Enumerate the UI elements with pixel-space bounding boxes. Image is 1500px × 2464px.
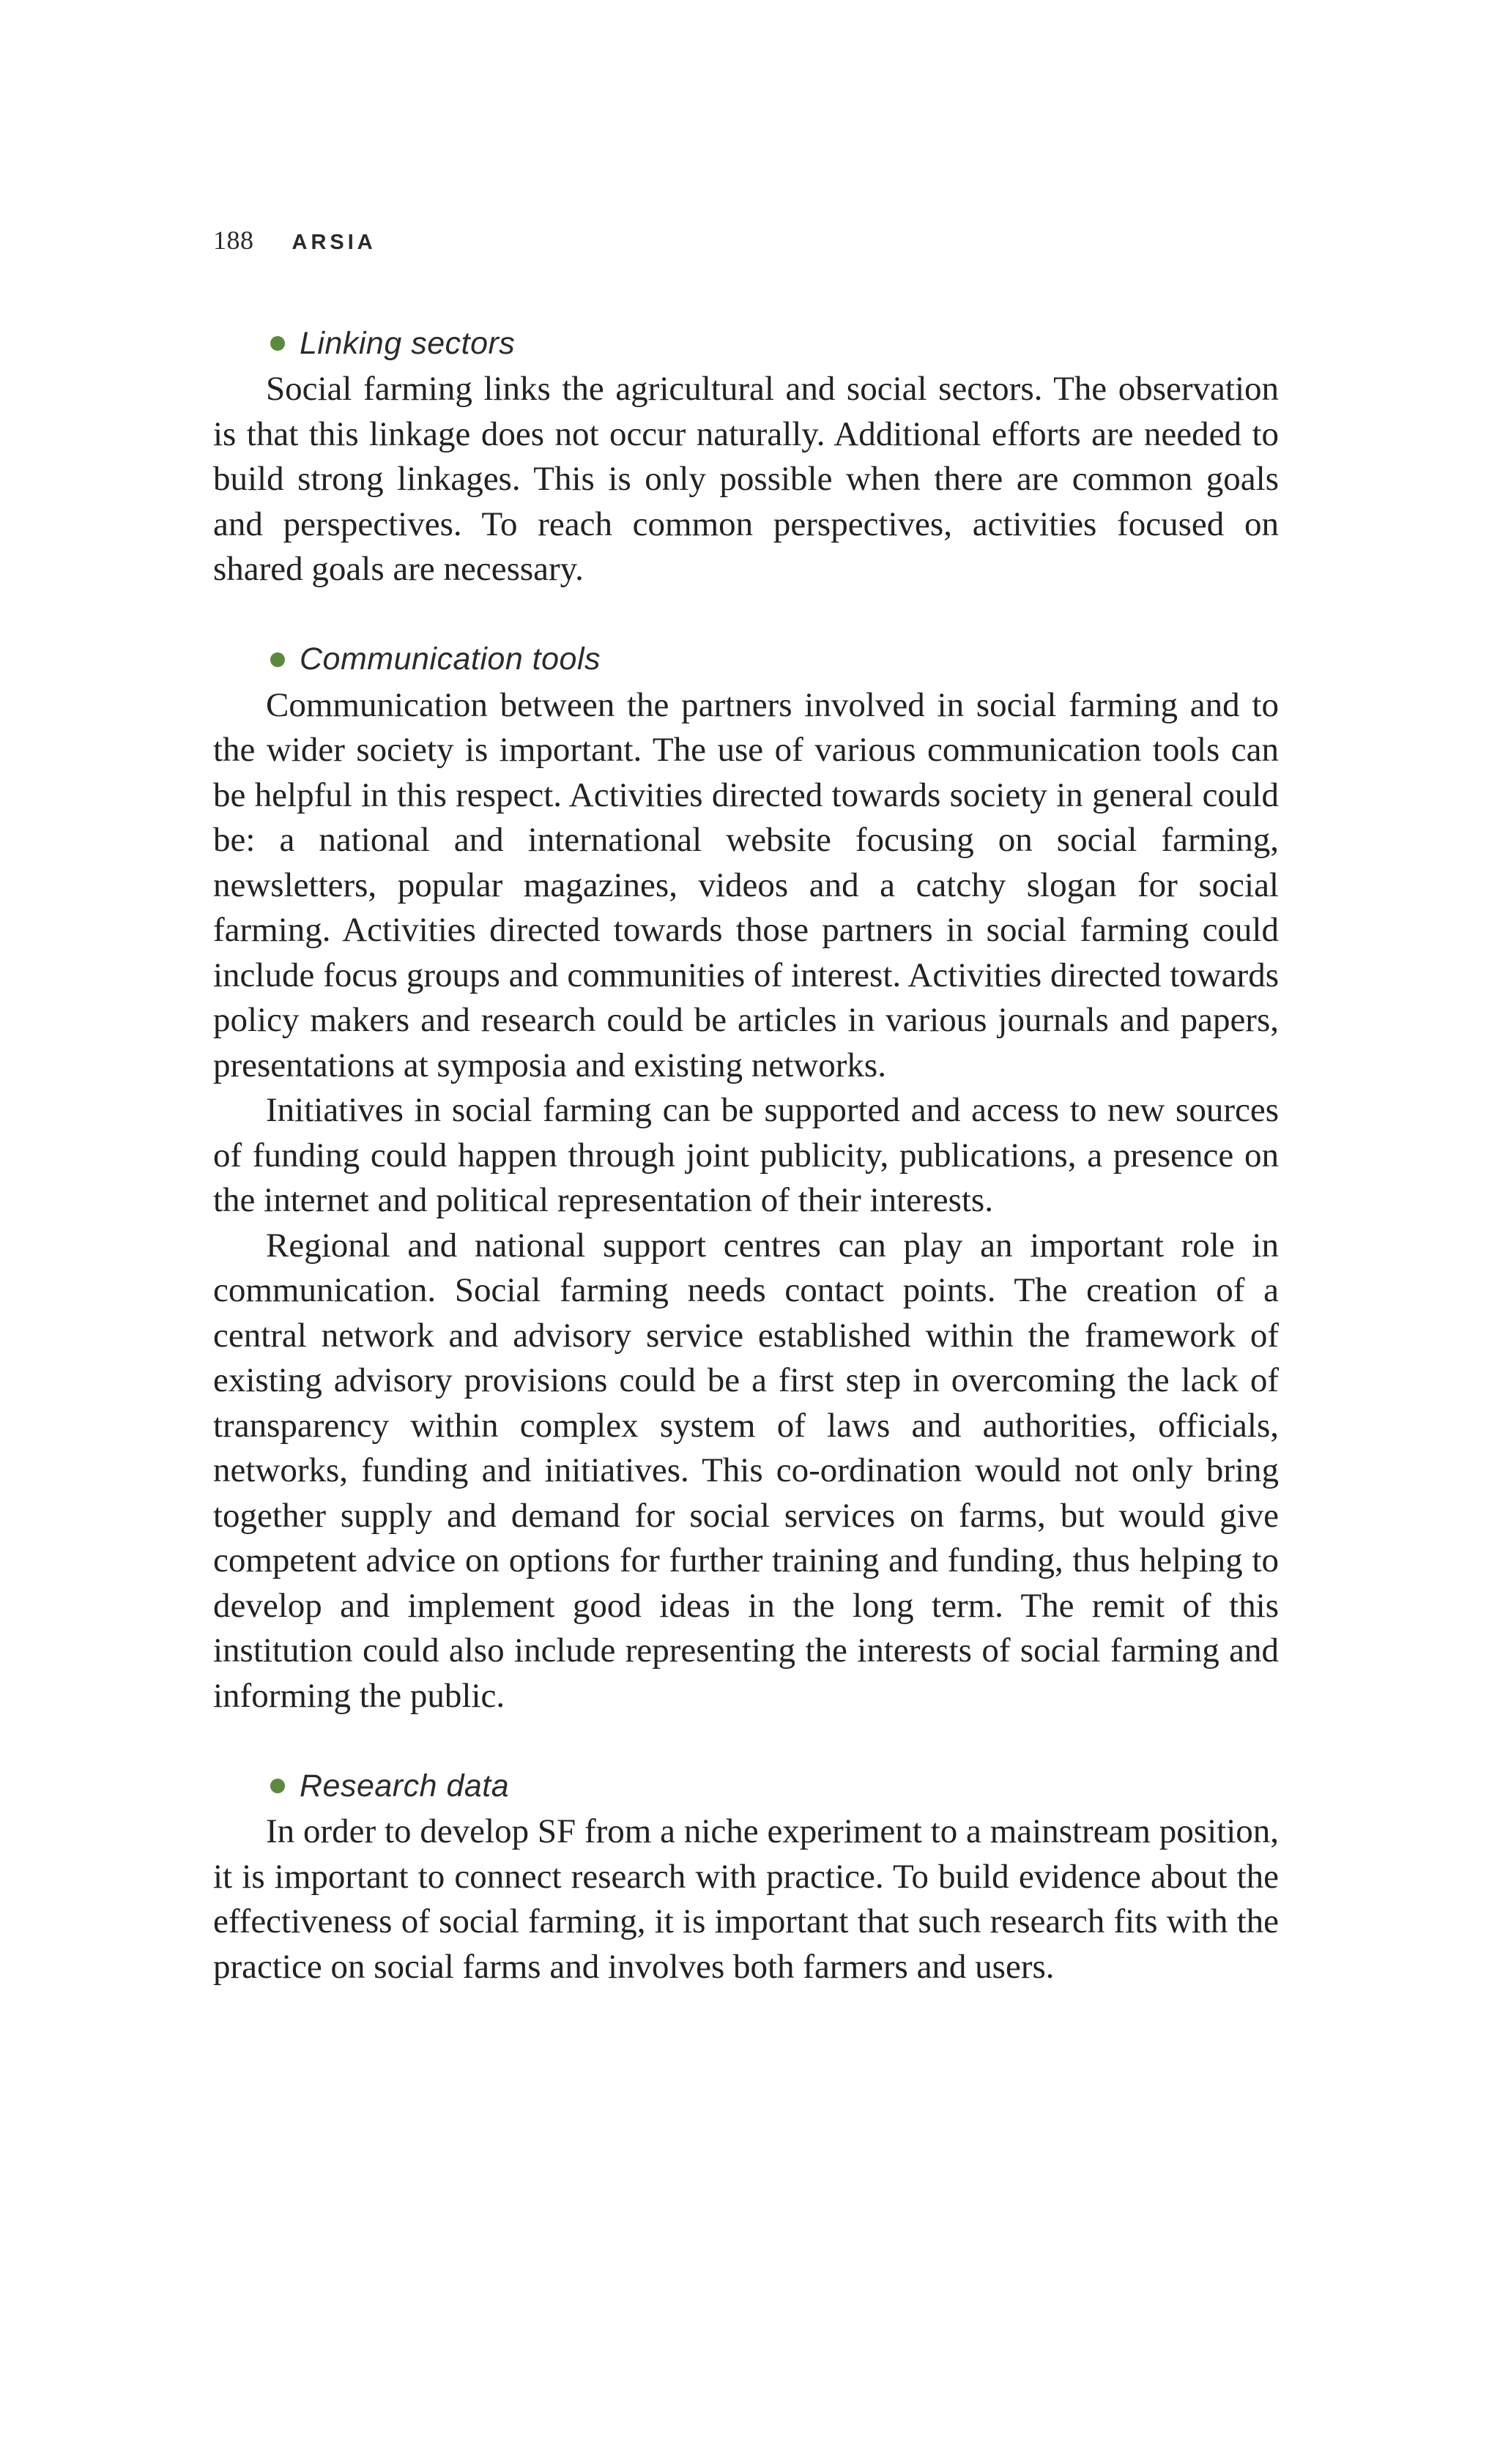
paragraph: Social farming links the agricultural and social sectors. The observation is that this linkage does not occur naturally. Additional efforts are needed to build strong linkages. This is only possible when there are common goals and perspectives. To reach common perspectives, activities focused on shared goals are necessary.: [213, 370, 1279, 588]
section-communication-tools: [213, 636, 1279, 1719]
bullet-icon: [270, 652, 285, 667]
paragraph: In order to develop SF from a niche experiment to a mainstream position, it is important to connect research with practice. To build evidence about the effectiveness of social farming, it is important that such research fits with the practice on social farms and involves both farmers and users.: [213, 1812, 1279, 1986]
section-heading: [270, 320, 1279, 367]
running-head: [213, 225, 376, 256]
section-heading-text: Linking sectors: [300, 325, 516, 361]
section-heading: [270, 636, 1279, 683]
paragraph: Initiatives in social farming can be supported and access to new sources of funding could happen through joint publicity, publications, a presence on the internet and political representation of their interests.: [213, 1091, 1279, 1219]
paragraph: Regional and national support centres can play an important role in communication. Social farming needs contact points. The creation of a central network and advisory service established within the framework of existing advisory provisions could be a first step in overcoming the lack of transparency within complex system of laws and authorities, officials, networks, funding and initiatives. This co-ordination would not only bring together supply and demand for social services on farms, but would give competent advice on options for further training and funding, thus helping to develop and implement good ideas in the long term. The remit of this institution could also include representing the interests of social farming and informing the public.: [213, 1226, 1279, 1715]
section-heading: [270, 1763, 1279, 1809]
section-research-data: [213, 1763, 1279, 1990]
bullet-icon: [270, 336, 285, 351]
page-number: 188: [213, 226, 254, 255]
paragraph: Communication between the partners involved in social farming and to the wider society is important. The use of various communication tools can be helpful in this respect. Activities directed towards society in general could be: a national and international website focusing on social farming, newsletters, popular magazines, videos and a catchy slogan for social farming. Activities directed towards those partners in social farming could include focus groups and communities of interest. Activities directed towards policy makers and research could be articles in various journals and papers, presentations at symposia and existing networks.: [213, 685, 1279, 1084]
bullet-icon: [270, 1779, 285, 1793]
section-heading-text: Communication tools: [300, 641, 601, 677]
body-text: [213, 320, 1279, 1990]
series-title: ARSIA: [292, 231, 376, 254]
section-linking-sectors: [213, 320, 1279, 592]
section-heading-text: Research data: [300, 1768, 510, 1804]
